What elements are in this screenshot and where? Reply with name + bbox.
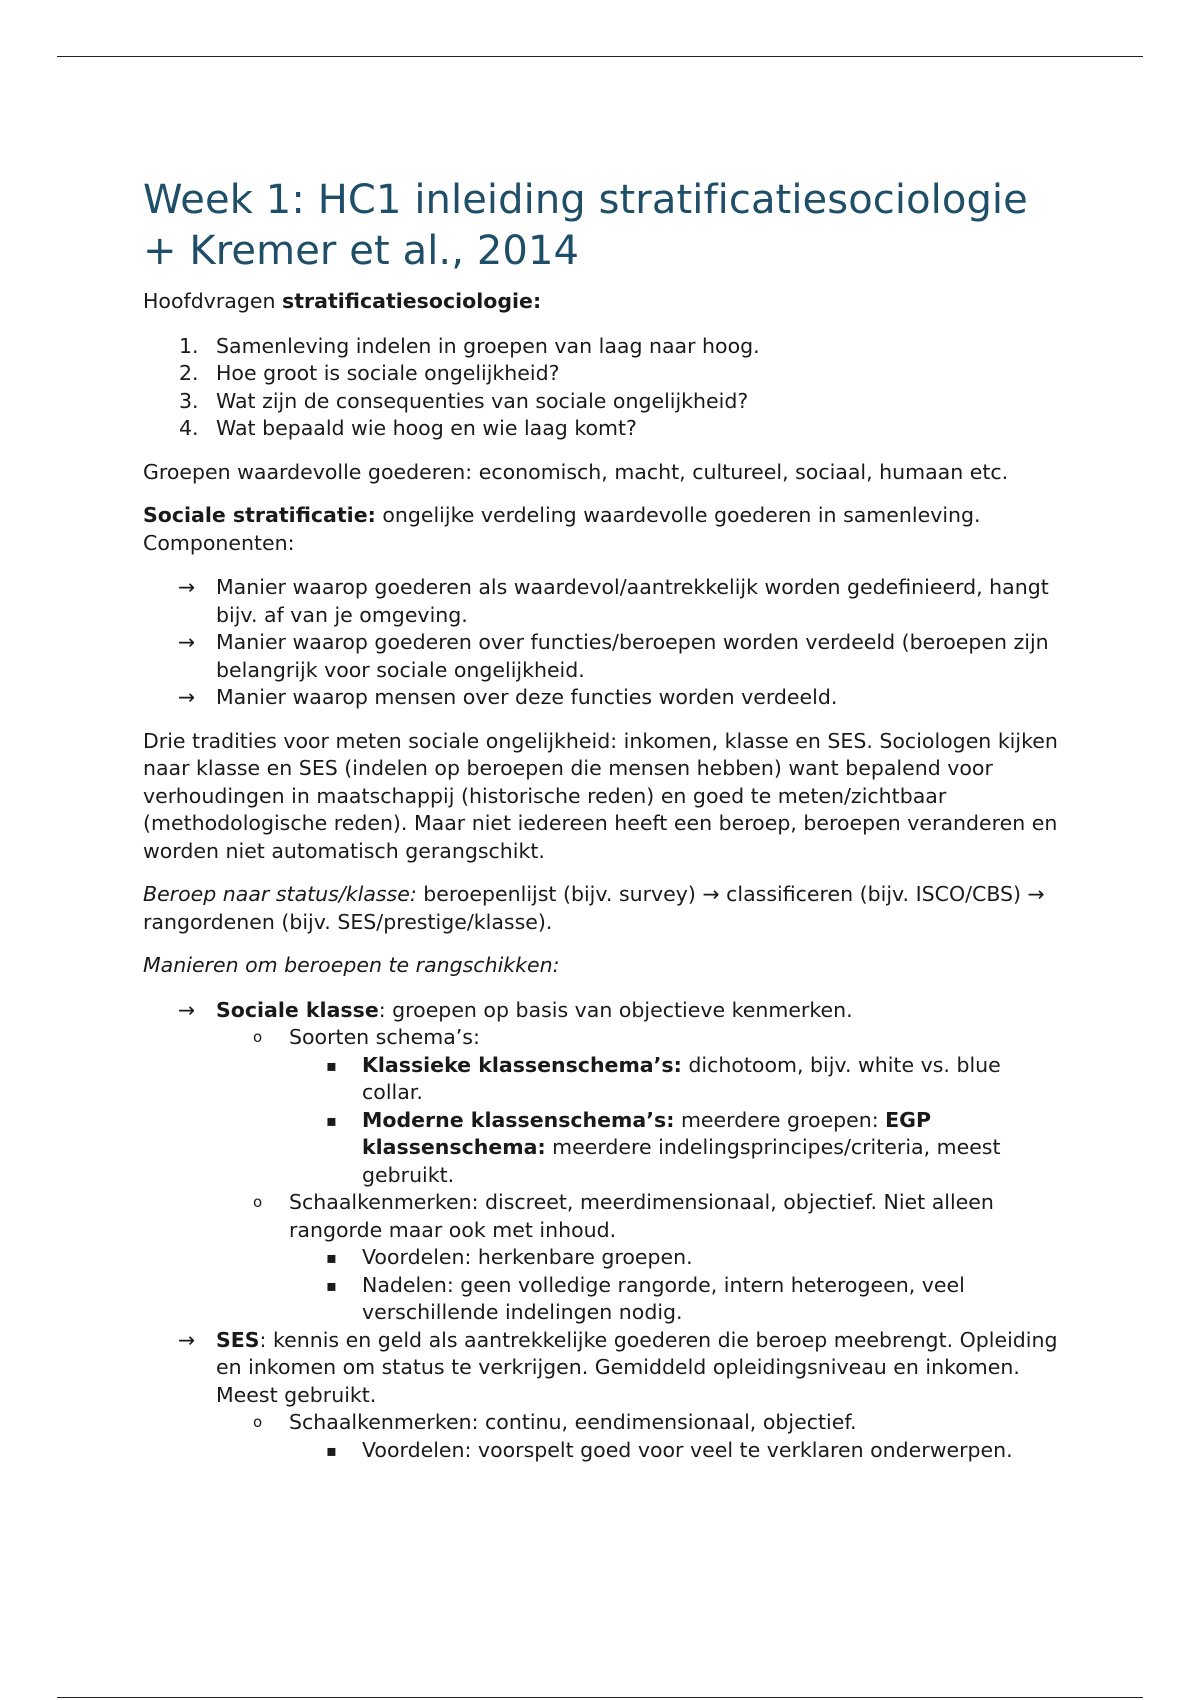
circle-bullet-icon: o: [253, 1193, 263, 1211]
square-bullet-icon: ▪: [326, 1110, 337, 1130]
list-item: 2. Hoe groot is sociale ongelijkheid?: [179, 361, 560, 385]
list-item: → Manier waarop goederen over functies/beroepen worden verdeeld (beroepen zijn belangrijk voor sociale ongelijkheid.: [178, 630, 1049, 682]
sublist: [289, 1244, 1063, 1327]
list-item: ▪ Nadelen: geen volledige rangorde, intern heterogeen, veel verschillende indelingen nodig.: [326, 1272, 965, 1324]
list-item: ▪ Klassieke klassenschema’s: dichotoom, bijv. white vs. blue collar.: [326, 1052, 1001, 1104]
list-item: o Schaalkenmerken: continu, eendimensionaal, objectief. ▪ Voordelen: voorspelt goed voor veel te verklaren onderwerpen.: [216, 1409, 1063, 1464]
sublist: [216, 1409, 1063, 1464]
stratification-paragraph: Sociale stratificatie: ongelijke verdeling waardevolle goederen in samenleving. Componenten:: [143, 503, 981, 555]
list-item: 4. Wat bepaald wie hoog en wie laag komt?: [179, 416, 637, 440]
intro-paragraph: Hoofdvragen stratificatiesociologie:: [143, 289, 542, 313]
square-bullet-icon: ▪: [326, 1248, 337, 1267]
components-list: [143, 574, 1063, 712]
list-item: ▪ Voordelen: voorspelt goed voor veel te verklaren onderwerpen.: [289, 1437, 1063, 1465]
page-title: Week 1: HC1 inleiding stratificatiesociologie + Kremer et al., 2014: [143, 177, 1028, 274]
circle-bullet-icon: o: [253, 1028, 263, 1046]
square-bullet-icon: ▪: [326, 1440, 337, 1460]
list-item: 3. Wat zijn de consequenties van sociale ongelijkheid?: [179, 388, 749, 413]
list-item: → SES: kennis en geld als aantrekkelijke goederen die beroep meebrengt. Opleiding en inkomen om status te verkrijgen. Gemiddeld opleidingsniveau en inkomen. Meest gebruikt. o Schaalkenmerken: continu, eendimensionaal, objectief. ▪ Voordelen: voorspelt goed voor veel te verklaren onderwerpen.: [143, 1327, 1063, 1465]
arrow-icon: →: [178, 1327, 196, 1352]
ranking-methods-list: [143, 997, 1063, 1465]
arrow-icon: →: [178, 997, 196, 1022]
beroep-paragraph: Beroep naar status/klasse: beroepenlijst (bijv. survey) → classificeren (bijv. ISCO/CBS) → rangordenen (bijv. SES/prestige/klasse).: [143, 882, 1045, 934]
footer-rule: [57, 1697, 1143, 1698]
sublist: [216, 1024, 1063, 1327]
list-item: ▪ Voordelen: herkenbare groepen.: [289, 1244, 1063, 1272]
list-item: 1. Samenleving indelen in groepen van laag naar hoog.: [179, 333, 760, 358]
list-item: ▪ Moderne klassenschema’s: meerdere groepen: EGP klassenschema: meerdere indelingsprincipes/criteria, meest gebruikt.: [326, 1107, 1001, 1187]
sublist: [289, 1052, 1063, 1190]
list-item: → Manier waarop goederen als waardevol/aantrekkelijk worden gedefinieerd, hangt bijv. af van je omgeving.: [178, 575, 1049, 627]
list-item: → Manier waarop mensen over deze functies worden verdeeld.: [143, 684, 1063, 712]
arrow-icon: →: [178, 685, 196, 709]
square-bullet-icon: ▪: [326, 1275, 337, 1295]
arrow-icon: →: [178, 575, 196, 599]
arrow-icon: →: [178, 630, 196, 654]
circle-bullet-icon: o: [253, 1413, 263, 1431]
list-item: → Sociale klasse: groepen op basis van objectieve kenmerken. o Soorten schema’s: ▪ Klassieke klassenschema’s: dichotoom, bijv. white vs. blue collar. ▪ Moderne klassenschema’s: meerdere groepen: EGP klassenschema: meerdere indelingsprincipes/criteria, meest gebruikt. o Schaalkenmerken: discreet, meerdimensionaal, objectief. Niet alleen rangorde maar ook met inhoud. ▪ Voordelen: herkenbare groepen. ▪ Nadelen: geen volledige rangorde, intern heterogeen, veel verschillende indelingen nodig.: [143, 997, 1063, 1327]
square-bullet-icon: ▪: [326, 1055, 337, 1075]
list-item: o Soorten schema’s: ▪ Klassieke klassenschema’s: dichotoom, bijv. white vs. blue collar. ▪ Moderne klassenschema’s: meerdere groepen: EGP klassenschema: meerdere indelingsprincipes/criteria, meest gebruikt.: [216, 1024, 1063, 1189]
sublist: [289, 1437, 1063, 1465]
document-body: [143, 175, 1063, 1480]
traditions-paragraph: Drie tradities voor meten sociale ongelijkheid: inkomen, klasse en SES. Sociologen kijken naar klasse en SES (indelen op beroepen die mensen hebben) want bepalend voor verhoudingen in maatschappij (historische reden) en goed te meten/zichtbaar (methodologische reden). Maar niet iedereen heeft een beroep, beroepen veranderen en worden niet automatisch gerangschikt.: [143, 728, 1058, 863]
main-questions-list: [143, 333, 1063, 443]
header-rule: [57, 56, 1143, 57]
groups-paragraph: Groepen waardevolle goederen: economisch, macht, cultureel, sociaal, humaan etc.: [143, 459, 1009, 484]
manieren-heading: Manieren om beroepen te rangschikken:: [143, 953, 560, 977]
list-item: o Schaalkenmerken: discreet, meerdimensionaal, objectief. Niet alleen rangorde maar ook met inhoud. ▪ Voordelen: herkenbare groepen. ▪ Nadelen: geen volledige rangorde, intern heterogeen, veel verschillende indelingen nodig.: [216, 1189, 1063, 1327]
